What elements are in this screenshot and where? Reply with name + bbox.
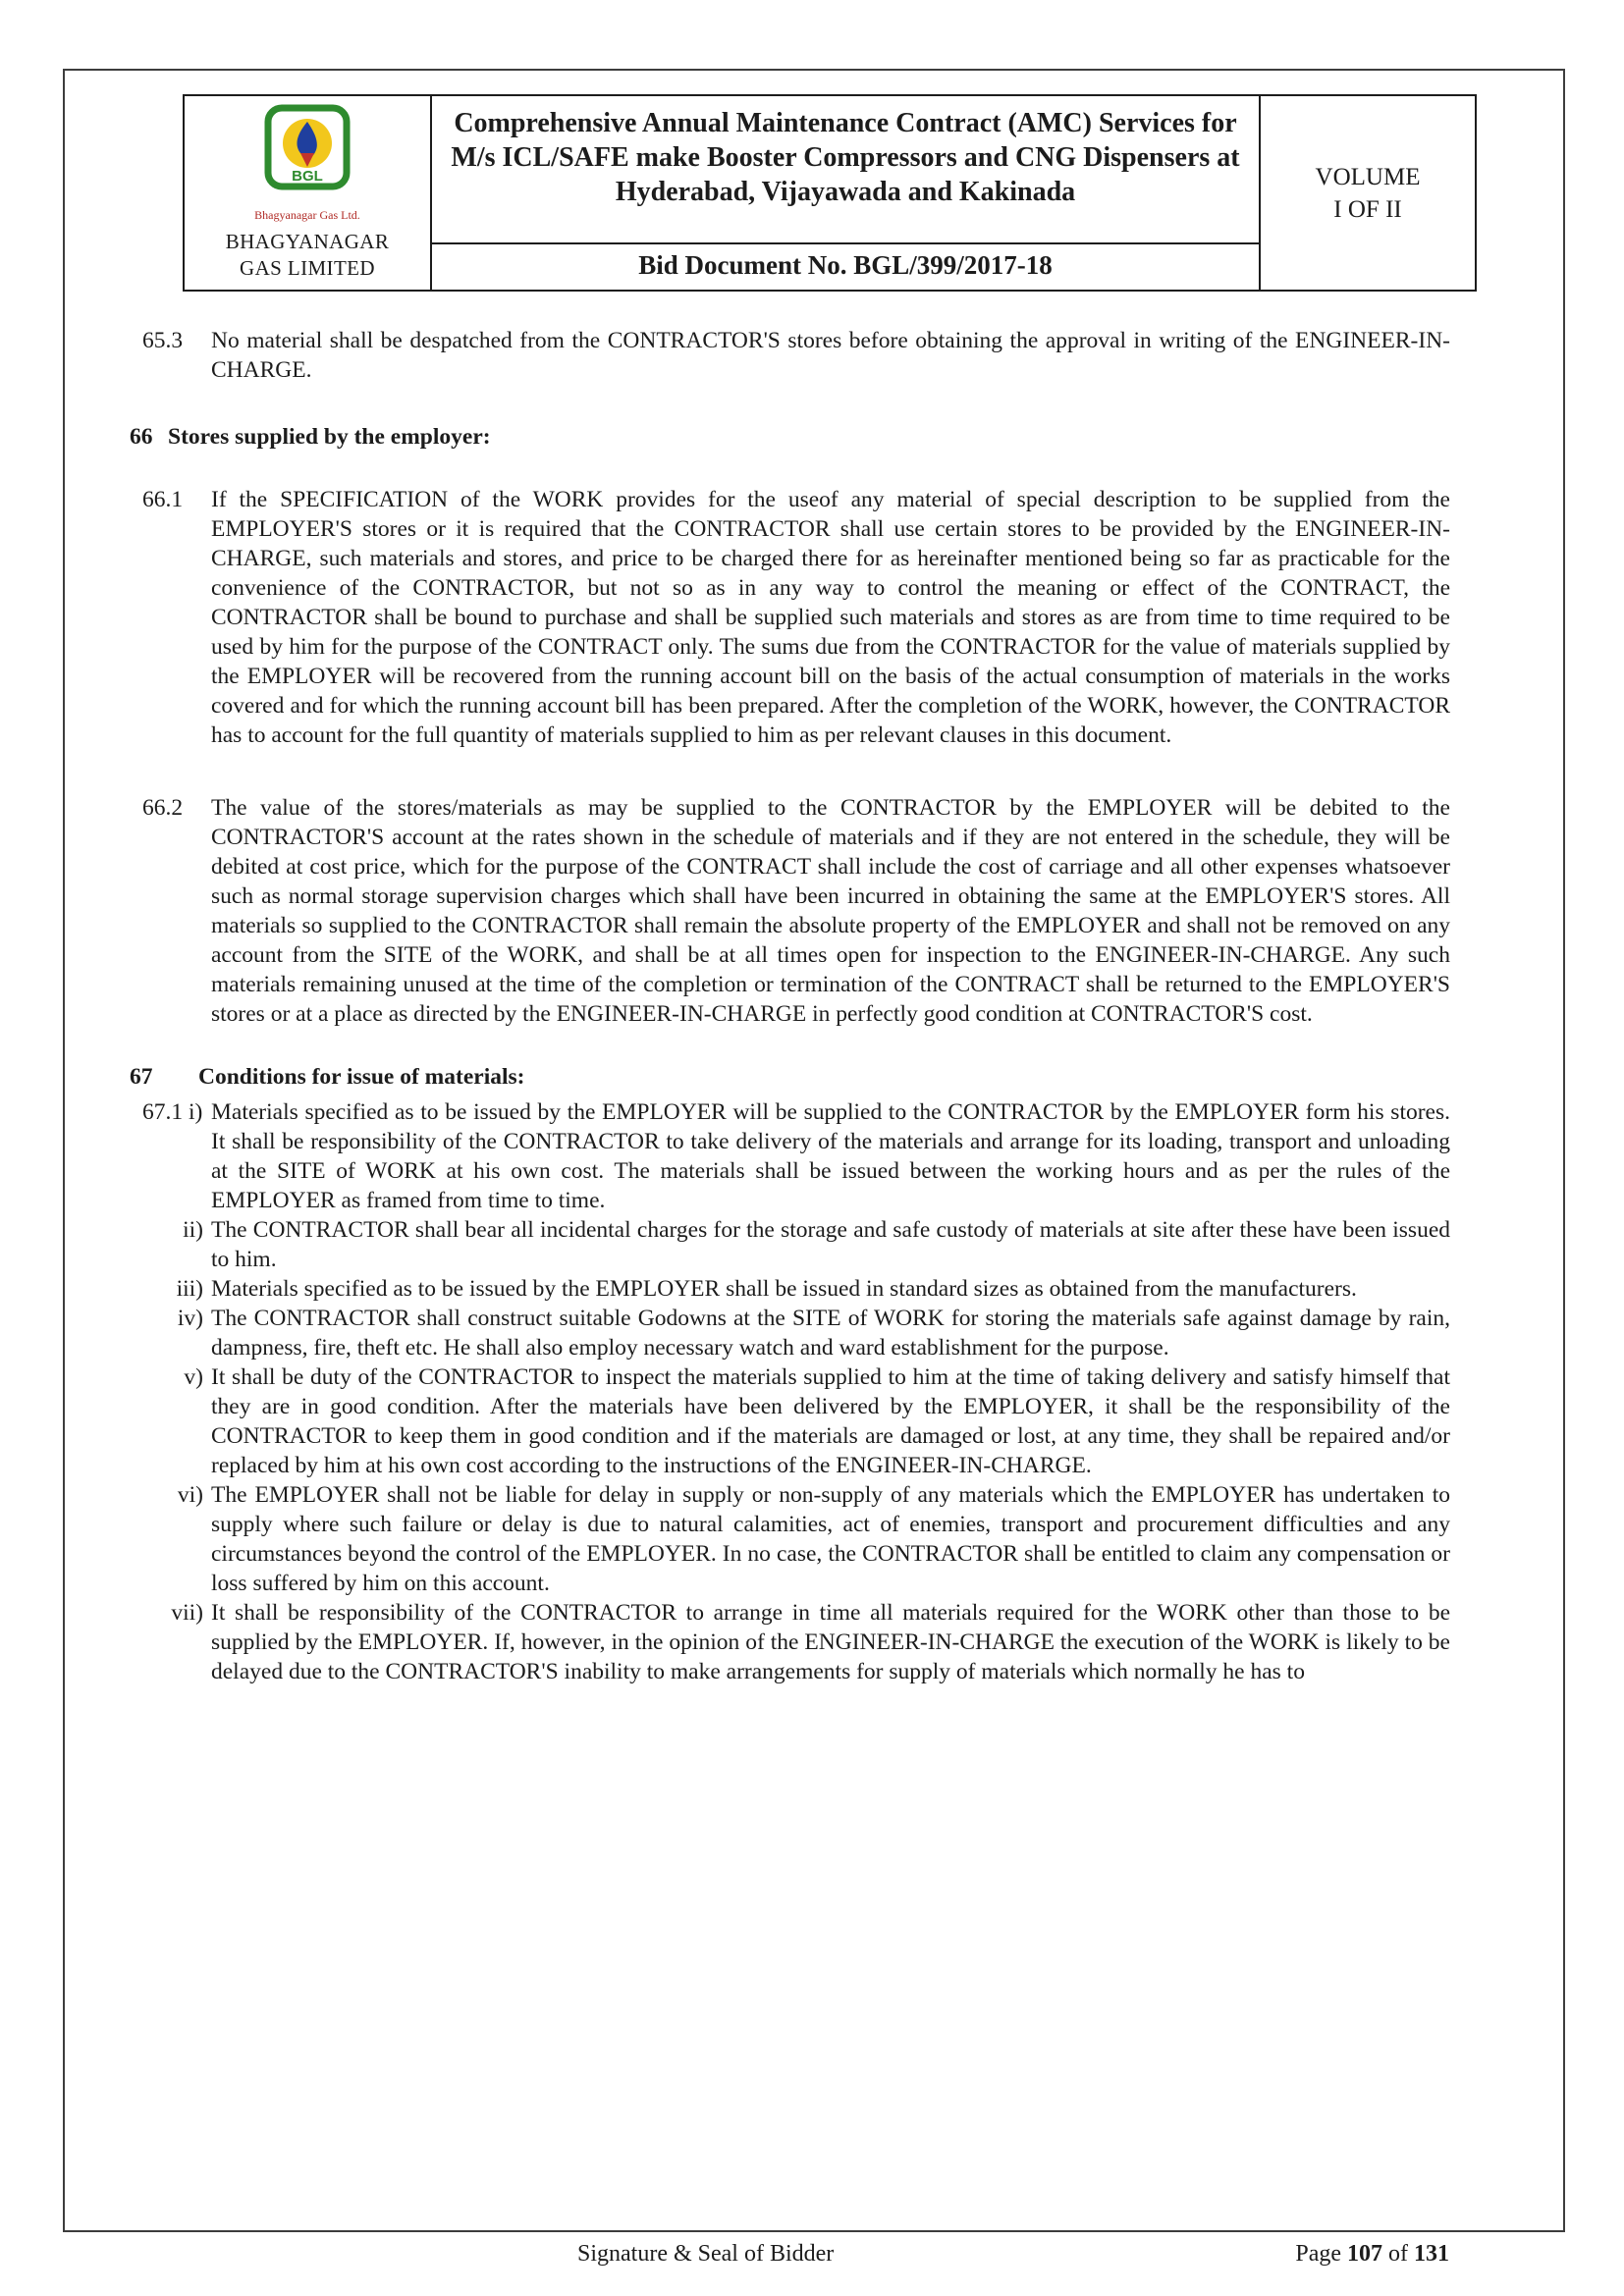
clause-number: 67.1 i) <box>142 1099 203 1125</box>
subclause-67-1-i <box>142 1097 1450 1215</box>
clause-number: ii) <box>183 1217 203 1243</box>
clause-text: The EMPLOYER shall not be liable for delay in supply or non-supply of any materials which the EMPLOYER has undertaken to supply where such failure or delay is due to natural calamities, act of enemies, transport and procurement difficulties and any circumstances beyond the control of the EMPLOYER. In no case, the CONTRACTOR shall be entitled to claim any compensation or loss suffered by him on this account. <box>211 1482 1450 1596</box>
clause-number: 65.3 <box>142 328 184 353</box>
company-name <box>226 229 390 282</box>
volume-line2: I OF II <box>1333 195 1402 223</box>
clause-content <box>130 326 1450 1686</box>
subclause-ii <box>142 1215 1450 1274</box>
logo-caption: Bhagyanagar Gas Ltd. <box>254 208 360 222</box>
clause-number: vii) <box>171 1600 203 1626</box>
clause-number: iii) <box>176 1276 203 1302</box>
page-total: 131 <box>1414 2241 1449 2267</box>
volume-cell <box>1261 96 1475 290</box>
subclause-vi <box>142 1480 1450 1598</box>
heading-67 <box>130 1062 1450 1092</box>
clause-text: The value of the stores/materials as may be supplied to the CONTRACTOR by the EMPLOYER will be debited to the CONTRACTOR'S account at the rates shown in the schedule of materials and if they are not entered in the schedule, they will be debited at cost price, which for the purpose of the CONTRACT shall include the cost of carriage and all other expenses whatsoever such as normal storage supervision charges which shall have been incurred in obtaining the same at the EMPLOYER'S stores. All materials so supplied to the CONTRACTOR shall remain the absolute property of the EMPLOYER and shall not be removed on any account from the SITE of the WORK, and shall be at all times open for inspection to the ENGINEER-IN-CHARGE. Any such materials remaining unused at the time of the completion or termination of the CONTRACT shall be returned to the EMPLOYER'S stores or at a place as directed by the ENGINEER-IN-CHARGE in perfectly good condition at CONTRACTOR'S cost. <box>211 795 1450 1027</box>
clause-number: 66 <box>130 424 153 450</box>
page-number <box>1295 2241 1449 2268</box>
clause-text: The CONTRACTOR shall construct suitable Godowns at the SITE of WORK for storing the materials safe against damage by rain, dampness, fire, theft etc. He shall also employ necessary watch and ward establishment for the purpose. <box>211 1306 1450 1361</box>
signature-seal-label: Signature & Seal of Bidder <box>577 2241 835 2267</box>
logo-cell <box>185 96 432 290</box>
subclause-iv <box>142 1304 1450 1362</box>
page-of: of <box>1382 2241 1414 2267</box>
clause-text: It shall be duty of the CONTRACTOR to inspect the materials supplied to him at the time of taking delivery and satisfy himself that they are in good condition. After the materials have been delivered by the EMPLOYER, it shall be the responsibility of the CONTRACTOR to keep them in good condition and if the materials are damaged or lost, at any time, they shall be repaired and/or replaced by him at his own cost according to the instructions of the ENGINEER-IN-CHARGE. <box>211 1364 1450 1478</box>
company-name-line2: GAS LIMITED <box>240 256 375 280</box>
title-cell <box>432 96 1261 290</box>
clause-text: If the SPECIFICATION of the WORK provides for the useof any material of special description to be supplied from the EMPLOYER'S stores or it is required that the CONTRACTOR shall use certain stores to be provided by the ENGINEER-IN-CHARGE, such materials and stores, and price to be charged there for as hereinafter mentioned being so far as practicable for the convenience of the CONTRACTOR, but not so as in any way to control the meaning or effect of the CONTRACT, the CONTRACTOR shall be bound to purchase and shall be supplied such materials and stores as are from time to time required to be used by him for the purpose of the CONTRACT only. The sums due from the CONTRACTOR for the value of materials supplied by the EMPLOYER will be recovered from the running account bill on the basis of the actual consumption of materials in the works covered and for which the running account bill has been prepared. After the completion of the WORK, however, the CONTRACTOR has to account for the full quantity of materials supplied to him as per relevant clauses in this document. <box>211 487 1450 748</box>
company-logo-icon <box>256 104 358 207</box>
clause-text: The CONTRACTOR shall bear all incidental charges for the storage and safe custody of materials at site after these have been issued to him. <box>211 1217 1450 1272</box>
clause-text: Materials specified as to be issued by the EMPLOYER will be supplied to the CONTRACTOR by the EMPLOYER form his stores. It shall be responsibility of the CONTRACTOR to take delivery of the materials and arrange for its loading, transport and unloading at the SITE of WORK at his own cost. The materials shall be issued between the working hours and as per the rules of the EMPLOYER as framed from time to time. <box>211 1099 1450 1213</box>
subclause-iii <box>142 1274 1450 1304</box>
clause-number: 67 <box>130 1064 153 1090</box>
clause-number: 66.2 <box>142 795 184 821</box>
clause-number: iv) <box>177 1306 203 1331</box>
subclause-v <box>142 1362 1450 1480</box>
clause-text: Materials specified as to be issued by the EMPLOYER shall be issued in standard sizes as obtained from the manufacturers. <box>211 1276 1357 1302</box>
subclause-vii <box>142 1598 1450 1686</box>
svg-text:BGL: BGL <box>292 168 323 185</box>
bid-document-number: Bid Document No. BGL/399/2017-18 <box>432 242 1259 290</box>
heading-text: Conditions for issue of materials: <box>198 1064 525 1090</box>
clause-number: 66.1 <box>142 487 184 512</box>
volume-line1: VOLUME <box>1315 163 1421 190</box>
page-prefix: Page <box>1295 2241 1347 2267</box>
document-title: Comprehensive Annual Maintenance Contract (AMC) Services for M/s ICL/SAFE make Booster Compressors and CNG Dispensers at Hyderabad, Vijayawada and Kakinada <box>451 108 1240 207</box>
volume-label <box>1316 161 1421 226</box>
company-name-line1: BHAGYANAGAR <box>225 230 390 253</box>
clause-66-2 <box>142 793 1450 1029</box>
page-current: 107 <box>1347 2241 1382 2267</box>
clause-text: No material shall be despatched from the CONTRACTOR'S stores before obtaining the approval in writing of the ENGINEER-IN-CHARGE. <box>211 328 1450 383</box>
clause-number: v) <box>184 1364 203 1390</box>
clause-number: vi) <box>177 1482 203 1508</box>
clause-65-3 <box>142 326 1450 385</box>
heading-66 <box>130 422 1450 452</box>
document-header-table <box>183 94 1477 292</box>
heading-text: Stores supplied by the employer: <box>168 424 491 450</box>
clause-text: It shall be responsibility of the CONTRACTOR to arrange in time all materials required for the WORK other than those to be supplied by the EMPLOYER. If, however, in the opinion of the ENGINEER-IN-CHARGE the execution of the WORK is likely to be delayed due to the CONTRACTOR'S inability to make arrangements for supply of materials which normally he has to <box>211 1600 1450 1684</box>
clause-66-1 <box>142 485 1450 750</box>
